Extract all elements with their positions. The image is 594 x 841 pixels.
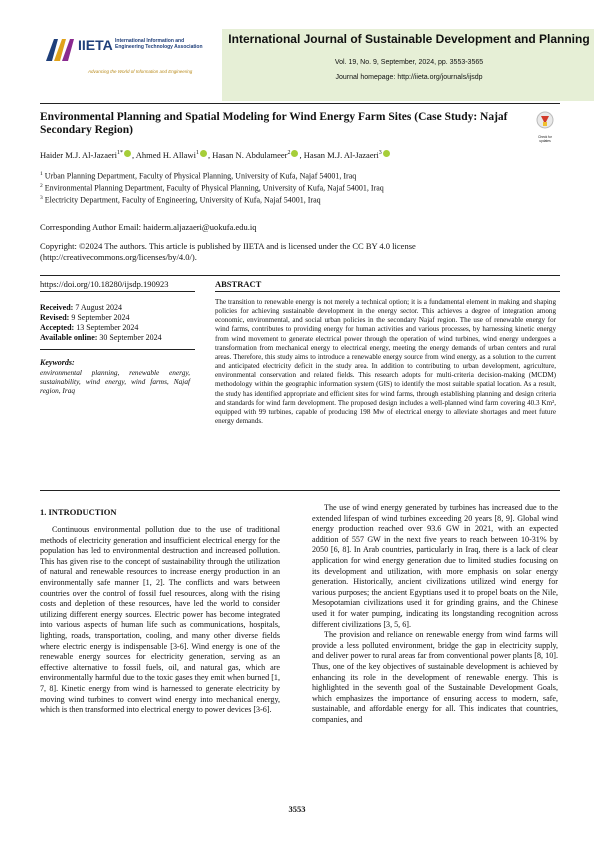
author-1[interactable] [40, 150, 123, 160]
date-accepted [40, 323, 162, 333]
keywords-heading: Keywords: [40, 358, 75, 367]
copyright-notice: Copyright: ©2024 The authors. This article is published by IIETA and is licensed under the CC BY 4.0 license (http://creativecommons.org/licenses/by/4.0/). [40, 241, 416, 262]
rule-below-abstract [40, 490, 560, 491]
rule-right [215, 291, 560, 292]
logo-text [115, 38, 203, 50]
author-sup: 2 [287, 150, 291, 157]
volume-line: Vol. 19, No. 9, September, 2024, pp. 3553-3565 [334, 59, 484, 66]
aff-sup: 2 [40, 183, 43, 189]
author-3[interactable] [212, 150, 290, 160]
date-online [40, 333, 162, 343]
rule-left [40, 291, 195, 292]
paragraph: The provision and reliance on renewable energy from wind farms will provide a less polluted environment, bridge the gap in electricity supply, and deliver power to rural areas far from conventional power plants [8, 10]. Thus, one of the key objectives of sustainable development is achieved by enhancing its role in the development of renewable energy. This is highlighted in the seventh goal of the Sustainable Development Goals, which emphasizes the importance of ensuring access to modern, safe, sustainable, and affordable energy for all. This indicates that countries, companies, and [312, 630, 558, 724]
logo-brand: IIETA [78, 37, 113, 53]
logo-text-line-1: International Information and [115, 38, 185, 44]
aff-text: Environmental Planning Department, Faculty of Physical Planning, University of Kufa, Najaf 54001, Iraq [44, 183, 384, 193]
affiliation-3 [40, 195, 321, 205]
journal-homepage-link[interactable]: Journal homepage: http://iieta.org/journals/ijsdp [335, 74, 483, 81]
date-value: 7 August 2024 [75, 303, 122, 312]
section-heading: 1. INTRODUCTION [40, 507, 117, 517]
date-label: Received: [40, 303, 74, 312]
date-label: Available online: [40, 333, 98, 342]
author-2[interactable] [136, 150, 199, 160]
rule-above-doi [40, 275, 560, 276]
date-value: 30 September 2024 [99, 333, 162, 342]
author-name: Ahmed H. Allawi [135, 150, 196, 160]
abstract-text: The transition to renewable energy is not merely a technical option; it is a fundamental element in making and shaping policies for achieving sustainable development in the energy sector. This achieves a degree of integration among economic, environmental, and social urban policies in the secondary Najaf region. The use of renewable energy for wind farms, contributes to providing energy for human activities and various processes, by harnessing kinetic energy from wind movement to generate electrical power through the operation of wind turbines, wind energy undergoes a transformation from mechanical energy to electrical energy, meeting the energy demands of urban centers and rural areas. Therefore, this study aims to introduce a renewable energy source from wind energy, as a solution to the current and anticipated electricity deficit in the study area. In addition to contributing to urban development, agriculture, environmental conservation and related fields. This research adopts for multi-criteria decision-making (MCDM) methodology within the geographic information system (GIS) to identify the most suitable spatial location. As a result, the study has identified appropriate and efficient sites for wind farms, through establishing planning and design criteria and standards for wind farm development. The proposed design includes a well-planned wind farm covering 40.3 Km², equipped with 99 turbines, capable of producing 198 Mw of electrical energy to alleviate shortages and meet future energy demands. [215, 298, 556, 426]
author-sup: 3 [378, 150, 382, 157]
author-name: Hasan N. Abdulameer [212, 150, 288, 160]
affiliation-1 [40, 171, 356, 181]
corresponding-author[interactable]: Corresponding Author Email: haiderm.aljazaeri@uokufa.edu.iq [40, 222, 257, 232]
date-label: Revised: [40, 313, 70, 322]
date-value: 13 September 2024 [76, 323, 139, 332]
check-for-updates-badge[interactable] [534, 111, 556, 143]
aff-text: Urban Planning Department, Faculty of Physical Planning, University of Kufa, Najaf 54001, Iraq [44, 171, 357, 181]
orcid-icon[interactable] [124, 150, 131, 157]
iieta-logo[interactable] [40, 31, 220, 77]
page-number: 3553 [288, 804, 306, 814]
orcid-icon[interactable] [200, 150, 207, 157]
aff-sup: 3 [40, 195, 43, 201]
rule-dates [40, 349, 195, 350]
author-list: Haider M.J. Al-Jazaeri$^{1*}$ , Ahmed H. Allawi$^1$ , Hasan N. Abdulameer$^2$ , Hasan M.J. Al-Jazaeri$^3$ [40, 150, 560, 160]
author-name: Hasan M.J. Al-Jazaeri [303, 150, 379, 160]
aff-text: Electricity Department, Faculty of Engineering, University of Kufa, Najaf 54001, Iraq [44, 195, 321, 205]
logo-tagline: Advancing the World of Information and Engineering [88, 69, 193, 74]
check-updates-icon [534, 111, 556, 131]
paragraph: The use of wind energy generated by turbines has increased due to the extended lifespan of wind turbines exceeding 20 years [8, 9]. Global wind energy production reached over 93.6 GW in 2021, with an expected addition of 557 GW in the next five years to reach between 10-31% by 2050 [6, 8]. In Arab countries, particularly in Iraq, there is a lack of clear application for wind energy generation due to limited studies focusing on its development and utilization, with more emphasis on solar energy generation. Historically, ancient civilizations utilized wind energy for various purposes; the ancient Egyptians used it to propel boats on the Nile, Mesopotamian civilizations used it for grinding grains, and the Chinese used it for water pumping, indicating its longstanding recognition across different civilizations [3, 5, 6]. [312, 503, 558, 629]
logo-text-line-2: Engineering Technology Association [115, 44, 203, 50]
aff-sup: 1 [40, 171, 43, 177]
journal-header [0, 29, 594, 101]
author-sup: 1 [195, 150, 199, 157]
header-rule [40, 103, 560, 104]
body-column-right [312, 503, 558, 725]
orcid-icon[interactable] [291, 150, 298, 157]
paragraph: Continuous environmental pollution due to the use of traditional methods of electricity generation and insufficient electrical energy for the population has led to environmental destruction and increased pollution. This has given rise to the concept of sustainability through the utilization of natural and renewable resources to increase energy production in an environmentally safe manner [1, 2]. The conflicts and wars between countries over the control of fossil fuel resources, along with the rising costs and depletion of these resources, have led the world to consider utilizing different energy sources. Electric power has become integrated into various aspects of human life such as communications, hospitals, lighting, roads, transportation, cooling, and many other diverse fields where electric energy is indispensable [3-6]. Wind energy is one of the renewable energy sources for electricity generation, serving as an effective alternative to fossil fuels, oil, and natural gas, which are environmentally harmful due to the toxic gases they emit when burned [1, 7, 8]. Kinetic energy from wind is harnessed to generate electricity by moving wind turbines to convert wind energy into mechanical energy, which is then transformed into electrical energy to power devices [3-6]. [40, 525, 280, 715]
keywords-list: environmental planning, renewable energy, sustainability, wind energy, wind farms, Najaf region, Iraq [40, 368, 190, 396]
author-4[interactable] [304, 150, 382, 160]
date-label: Accepted: [40, 323, 75, 332]
affiliation-2 [40, 183, 384, 193]
date-revised [40, 313, 162, 323]
date-value: 9 September 2024 [71, 313, 130, 322]
author-sup: 1* [116, 150, 123, 157]
date-received [40, 303, 162, 313]
journal-title: International Journal of Sustainable Development and Planning [228, 32, 590, 46]
badge-label: Check for updates [538, 135, 552, 143]
abstract-heading: ABSTRACT [215, 279, 262, 289]
orcid-icon[interactable] [383, 150, 390, 157]
iieta-logo-icon [44, 35, 78, 65]
doi-link[interactable]: https://doi.org/10.18280/ijsdp.190923 [40, 279, 169, 289]
body-column-left [40, 525, 280, 716]
article-dates [40, 303, 162, 343]
article-title: Environmental Planning and Spatial Modeling for Wind Energy Farm Sites (Case Study: Najaf Secondary Region) [40, 111, 508, 136]
author-name: Haider M.J. Al-Jazaeri [40, 150, 117, 160]
